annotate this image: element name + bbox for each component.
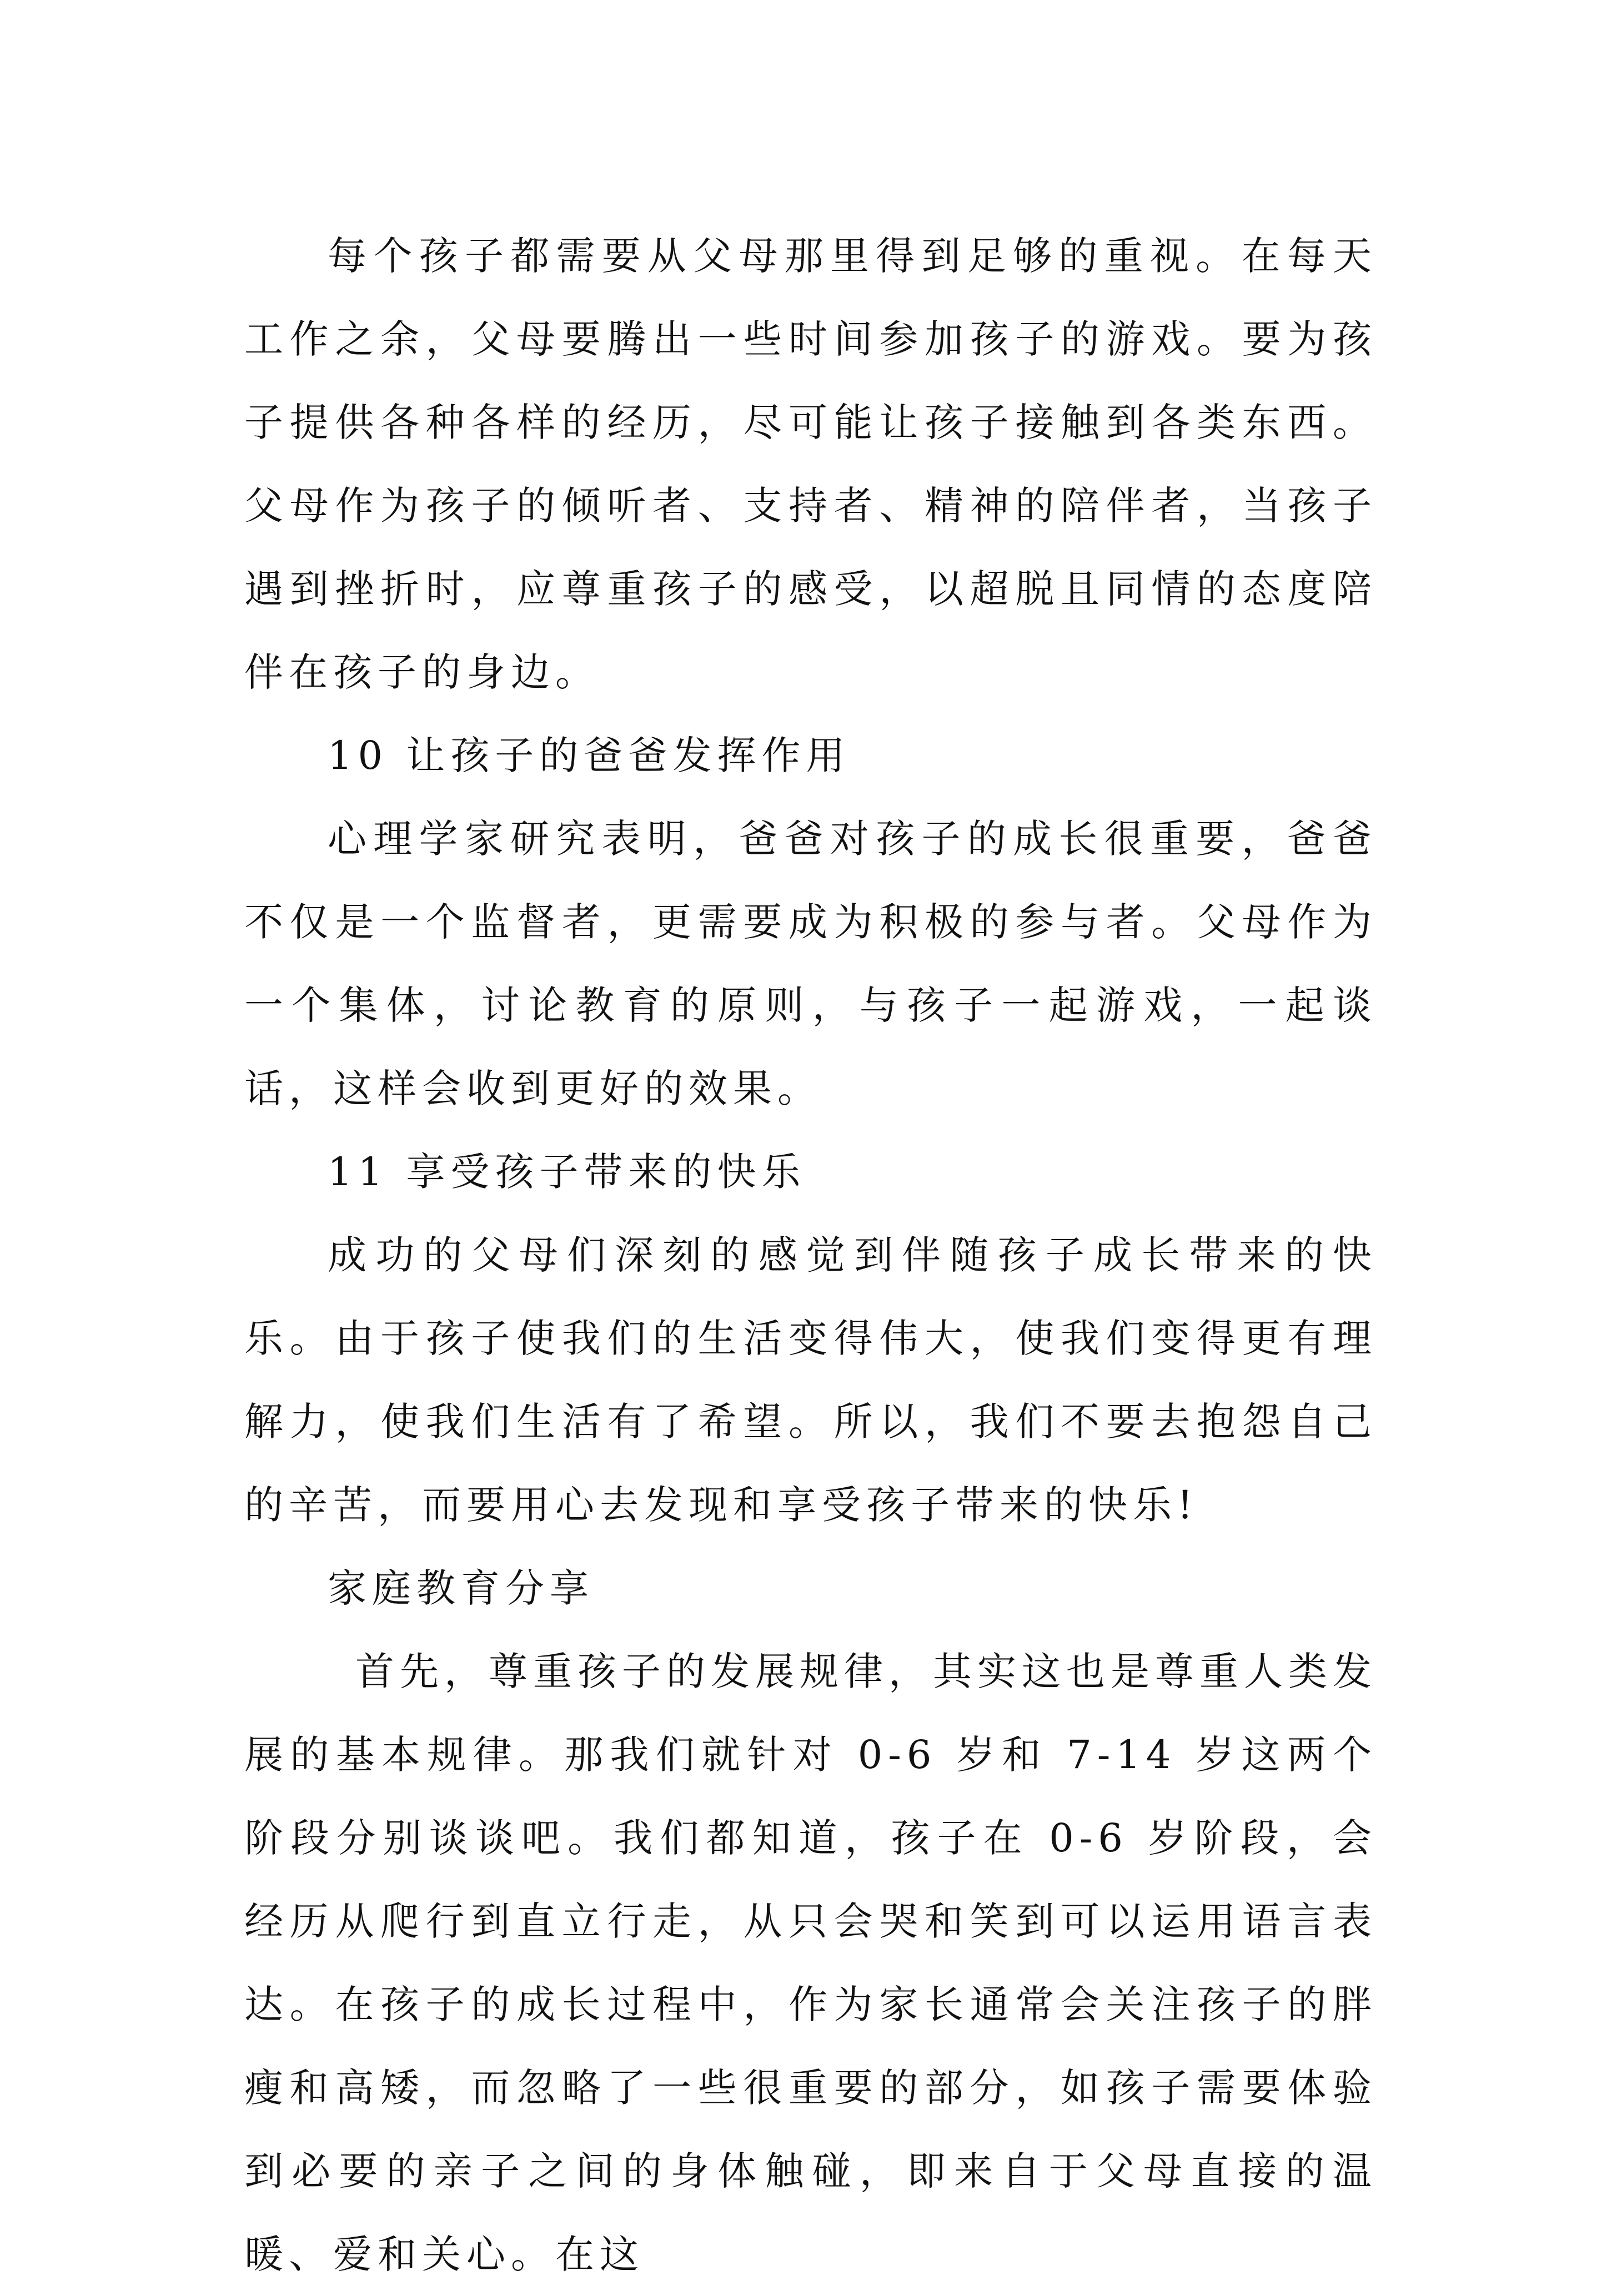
- document-body: [244, 214, 1377, 2296]
- heading-family-education-sharing: 家庭教育分享: [328, 1565, 594, 1611]
- heading-father-role: 10 让孩子的爸爸发挥作用: [328, 733, 851, 778]
- paragraph-attention: 每个孩子都需要从父母那里得到足够的重视。在每天工作之余，父母要腾出一些时间参加孩子的游戏。要为孩子提供各种各样的经历，尽可能让孩子接触到各类东西。父母作为孩子的倾听者、支持者、精神的陪伴者，当孩子遇到挫折时，应尊重孩子的感受，以超脱且同情的态度陪伴在孩子的身边。: [244, 233, 1377, 695]
- heading-enjoy-joy: 11 享受孩子带来的快乐: [328, 1149, 806, 1195]
- paragraph-father-role: 心理学家研究表明，爸爸对孩子的成长很重要，爸爸不仅是一个监督者，更需要成为积极的参与者。父母作为一个集体，讨论教育的原则，与孩子一起游戏，一起谈话，这样会收到更好的效果。: [244, 816, 1377, 1111]
- paragraph-enjoy-joy: 成功的父母们深刻的感觉到伴随孩子成长带来的快乐。由于孩子使我们的生活变得伟大，使我们变得更有理解力，使我们生活有了希望。所以，我们不要去抱怨自己的辛苦，而要用心去发现和享受孩子带来的快乐!: [244, 1232, 1377, 1528]
- paragraph-development-rules: 首先，尊重孩子的发展规律，其实这也是尊重人类发展的基本规律。那我们就针对 0-6 岁和 7-14 岁这两个阶段分别谈谈吧。我们都知道，孩子在 0-6 岁阶段，会经历从爬行到直立行走，从只会哭和笑到可以运用语言表达。在孩子的成长过程中，作为家长通常会关注孩子的胖瘦和高矮，而忽略了一些很重要的部分，如孩子需要体验到必要的亲子之间的身体触碰，即来自于父母直接的温暖、爱和关心。在这: [244, 1649, 1377, 2277]
